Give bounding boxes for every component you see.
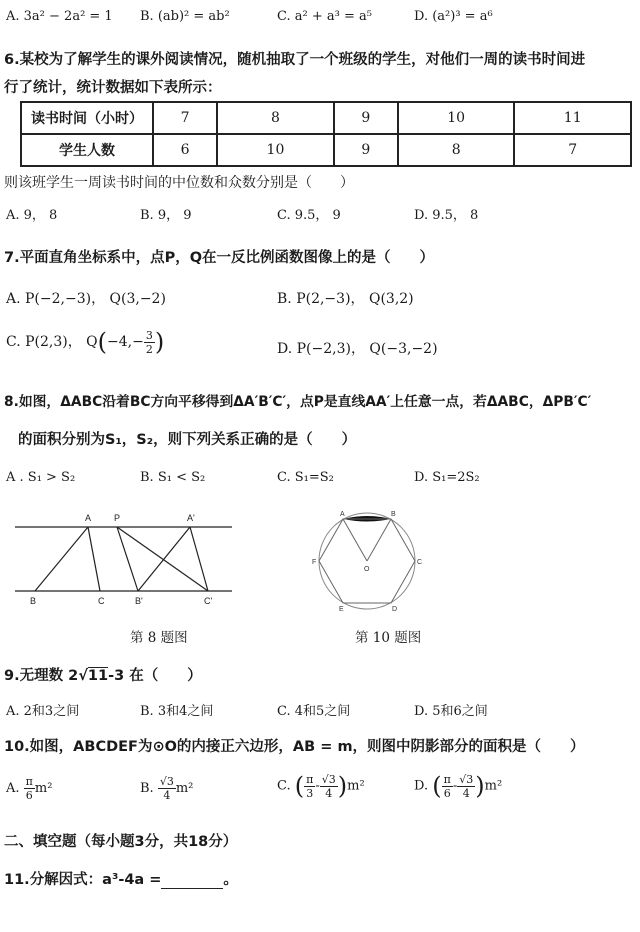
q9-stem-pre: 9.无理数 2 [4,668,79,684]
q9-stem-post: -3 在（ ） [108,668,202,684]
table-cell: 11 [514,102,631,134]
q11-end-mark: 。 [223,872,238,888]
fraction [158,775,176,802]
label-c: C [98,596,105,606]
table-cell: 8 [217,102,334,134]
table-cell: 9 [334,102,398,134]
fraction-denominator: 4 [163,789,171,802]
q6-option-a: A. 9， 8 [6,208,58,223]
fraction-denominator: 6 [25,789,33,802]
figure-8-caption: 第 8 题图 [130,630,188,646]
q11-stem-text: 11.分解因式：a³-4a = [4,872,162,888]
fraction-numerator: π [25,775,33,788]
q8-option-b: B. S₁ < S₂ [140,470,206,485]
q6-option-b: B. 9， 9 [140,208,192,223]
q7-option-a: A. P(−2,−3)， Q(3,−2) [6,291,166,307]
q7-option-c [6,328,164,356]
fraction-denominator: 3 [306,786,314,800]
figure-8 [0,505,250,615]
table-cell: 10 [217,134,334,166]
q8-stem-line1: 8.如图，ΔABC沿着BC方向平移得到ΔA′B′C′，点P是直线AA′上任意一点，若ΔABC，ΔPB′C′ [4,394,592,410]
table-cell: 9 [334,134,398,166]
q9-option-c: C. 4和5之间 [277,704,351,719]
q10-option-b [140,775,193,802]
q10-option-a [6,775,52,802]
fraction-denominator: 4 [462,786,470,800]
q10-option-d [414,772,502,800]
q5-option-c: C. a² + a³ = a⁵ [277,9,372,24]
q10-stem: 10.如图，ABCDEF为⊙O的内接正六边形，AB = m，则图中阴影部分的面积是（ ） [4,739,585,755]
q8-option-c: C. S₁=S₂ [277,470,334,485]
q6-option-d: D. 9.5， 8 [414,208,479,223]
label-d: D [392,606,398,613]
q5-option-d: D. (a²)³ = a⁶ [414,9,493,24]
table-cell: 7 [153,102,217,134]
q9-stem [4,664,202,685]
close-paren: ) [154,328,165,356]
q5-option-b: B. (ab)² = ab² [140,9,230,24]
fraction-numerator: √3 [159,775,174,788]
q6-stem-line1: 6.某校为了解学生的课外阅读情况，随机抽取了一个班级的学生，对他们一周的读书时间进 [4,52,586,68]
fraction [304,773,315,800]
fraction-numerator: 3 [145,328,153,342]
label-b: B [391,511,396,518]
label-c: C [417,559,423,566]
close-paren: ) [337,772,348,800]
q7-option-d: D. P(−2,3)， Q(−3,−2) [277,341,438,357]
q9-option-b: B. 3和4之间 [140,704,214,719]
q6-stem-line2: 行了统计，统计数据如下表所示： [4,80,222,96]
fraction [320,773,338,800]
label-p: P [114,513,121,523]
option-letter: C. [277,778,291,794]
q7-option-c-text: C. P(2,3)， Q [6,334,98,350]
label-a: A [340,511,345,518]
fraction-numerator: π [443,772,451,786]
table-header-cell: 读书时间（小时） [21,102,153,134]
q9-option-a: A. 2和3之间 [6,704,80,719]
q8-stem-line2: 的面积分别为S₁，S₂，则下列关系正确的是（ ） [18,432,357,448]
option-letter: A. [6,781,20,796]
unit: m² [34,781,53,796]
open-paren: ( [294,772,305,800]
table-cell: 7 [514,134,631,166]
option-letter: D. [414,778,429,794]
q9-option-d: D. 5和6之间 [414,704,488,719]
q7-option-c-fraction [144,329,155,356]
fraction-numerator: √3 [321,772,336,786]
q6-option-c: C. 9.5， 9 [277,208,341,223]
label-f: F [312,559,317,566]
q8-option-a: A . S₁ > S₂ [6,470,76,485]
table-cell: 8 [398,134,515,166]
fraction-denominator: 4 [325,786,333,800]
sqrt-sign: √ [78,668,88,684]
option-letter: B. [140,781,154,796]
q8-option-d: D. S₁=2S₂ [414,470,480,485]
fraction [457,773,475,800]
q5-option-a: A. 3a² − 2a² = 1 [6,9,113,24]
open-paren: ( [432,772,442,800]
reading-time-table [20,101,632,167]
fraction [24,775,35,802]
fraction [442,773,453,800]
label-a-prime: A' [187,513,195,523]
label-b: B [30,596,37,606]
figure-10-caption: 第 10 题图 [355,630,422,646]
q7-stem: 7.平面直角坐标系中，点P，Q在一反比例函数图像上的是（ ） [4,250,435,266]
figure-10 [300,505,440,620]
table-row [21,102,631,134]
unit: m² [484,778,503,794]
label-c-prime: C' [204,596,213,606]
fraction-numerator: π [306,772,314,786]
close-paren: ) [475,772,485,800]
open-paren: ( [97,328,108,356]
answer-blank[interactable] [161,874,223,889]
table-cell: 10 [398,102,515,134]
minus-sign: - [452,778,458,794]
fraction-denominator: 2 [145,342,153,356]
table-header-cell: 学生人数 [21,134,153,166]
q6-question: 则该班学生一周读书时间的中位数和众数分别是（ ） [4,175,354,191]
q9-radicand: 11 [87,668,109,684]
unit: m² [347,778,365,794]
q7-option-b: B. P(2,−3)， Q(3,2) [277,291,414,307]
q11-stem [4,868,238,889]
fraction-numerator: √3 [459,772,474,786]
fraction-denominator: 6 [443,786,451,800]
label-o: O [364,566,370,573]
unit: m² [175,781,194,796]
table-cell: 6 [153,134,217,166]
q10-option-c [277,772,365,800]
table-row [21,134,631,166]
section-2-heading: 二、填空题（每小题3分，共18分） [4,834,238,850]
q7-option-c-frac-pre: −4,− [107,334,144,350]
label-a: A [85,513,92,523]
minus-sign: - [315,778,320,794]
label-b-prime: B' [135,596,143,606]
label-e: E [339,606,344,613]
